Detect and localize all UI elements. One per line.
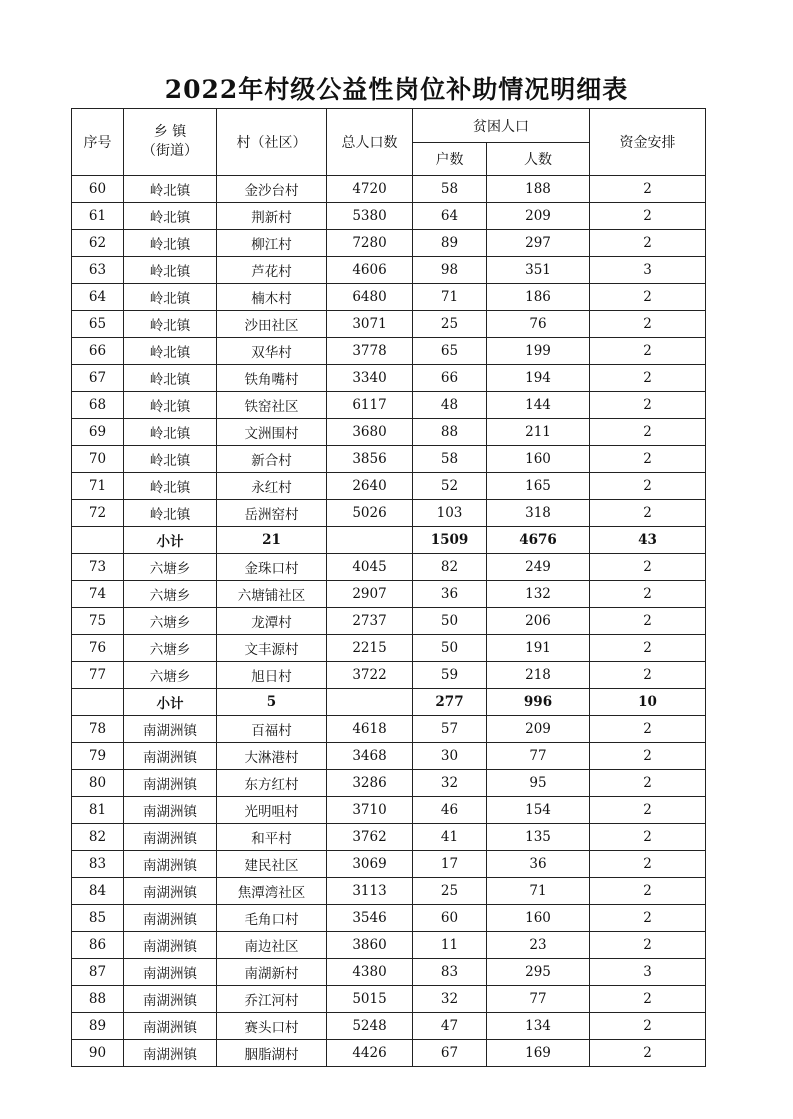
people-cell: 95 bbox=[487, 770, 590, 797]
table-row bbox=[72, 716, 706, 743]
table-row bbox=[72, 1013, 706, 1040]
households-cell: 41 bbox=[413, 824, 487, 851]
people-cell: 295 bbox=[487, 959, 590, 986]
people-cell: 144 bbox=[487, 392, 590, 419]
households-cell: 17 bbox=[413, 851, 487, 878]
table-row bbox=[72, 743, 706, 770]
population-cell: 3113 bbox=[327, 878, 413, 905]
seq-cell: 63 bbox=[72, 257, 124, 284]
subtotal-funds-cell: 10 bbox=[590, 689, 706, 716]
seq-cell: 66 bbox=[72, 338, 124, 365]
households-cell: 82 bbox=[413, 554, 487, 581]
seq-cell: 79 bbox=[72, 743, 124, 770]
village-cell: 百福村 bbox=[217, 716, 327, 743]
village-cell: 芦花村 bbox=[217, 257, 327, 284]
village-cell: 文洲围村 bbox=[217, 419, 327, 446]
village-cell: 柳江村 bbox=[217, 230, 327, 257]
population-cell: 4606 bbox=[327, 257, 413, 284]
village-cell: 金沙台村 bbox=[217, 176, 327, 203]
seq-cell: 72 bbox=[72, 500, 124, 527]
subtotal-people-cell: 996 bbox=[487, 689, 590, 716]
table-row bbox=[72, 797, 706, 824]
town-cell: 岭北镇 bbox=[124, 230, 217, 257]
funds-cell: 2 bbox=[590, 419, 706, 446]
header-poor-population: 贫困人口 bbox=[413, 109, 590, 143]
table-row bbox=[72, 176, 706, 203]
town-cell: 南湖洲镇 bbox=[124, 959, 217, 986]
village-cell: 建民社区 bbox=[217, 851, 327, 878]
village-cell: 新合村 bbox=[217, 446, 327, 473]
village-cell: 和平村 bbox=[217, 824, 327, 851]
population-cell: 3680 bbox=[327, 419, 413, 446]
funds-cell: 2 bbox=[590, 1013, 706, 1040]
households-cell: 46 bbox=[413, 797, 487, 824]
seq-cell: 62 bbox=[72, 230, 124, 257]
households-cell: 64 bbox=[413, 203, 487, 230]
population-cell: 3071 bbox=[327, 311, 413, 338]
town-cell: 南湖洲镇 bbox=[124, 1040, 217, 1067]
subtotal-label-cell: 小计 bbox=[124, 689, 217, 716]
table-row bbox=[72, 203, 706, 230]
people-cell: 186 bbox=[487, 284, 590, 311]
population-cell: 3468 bbox=[327, 743, 413, 770]
seq-cell: 80 bbox=[72, 770, 124, 797]
table-row bbox=[72, 662, 706, 689]
funds-cell: 2 bbox=[590, 824, 706, 851]
funds-cell: 2 bbox=[590, 770, 706, 797]
people-cell: 160 bbox=[487, 446, 590, 473]
village-cell: 南边社区 bbox=[217, 932, 327, 959]
town-cell: 岭北镇 bbox=[124, 203, 217, 230]
village-cell: 楠木村 bbox=[217, 284, 327, 311]
funds-cell: 2 bbox=[590, 500, 706, 527]
people-cell: 76 bbox=[487, 311, 590, 338]
population-cell: 3286 bbox=[327, 770, 413, 797]
page-title: 2022年村级公益性岗位补助情况明细表 bbox=[164, 75, 629, 104]
population-cell: 4720 bbox=[327, 176, 413, 203]
table-row bbox=[72, 770, 706, 797]
village-cell: 岳洲窑村 bbox=[217, 500, 327, 527]
village-cell: 荆新村 bbox=[217, 203, 327, 230]
households-cell: 89 bbox=[413, 230, 487, 257]
village-cell: 赛头口村 bbox=[217, 1013, 327, 1040]
population-cell: 3860 bbox=[327, 932, 413, 959]
town-cell: 六塘乡 bbox=[124, 662, 217, 689]
households-cell: 103 bbox=[413, 500, 487, 527]
town-cell: 南湖洲镇 bbox=[124, 932, 217, 959]
population-cell: 5026 bbox=[327, 500, 413, 527]
seq-cell: 75 bbox=[72, 608, 124, 635]
table-header bbox=[72, 109, 706, 176]
funds-cell: 3 bbox=[590, 959, 706, 986]
population-cell: 5248 bbox=[327, 1013, 413, 1040]
table-row bbox=[72, 392, 706, 419]
households-cell: 11 bbox=[413, 932, 487, 959]
population-cell: 7280 bbox=[327, 230, 413, 257]
households-cell: 58 bbox=[413, 176, 487, 203]
funds-cell: 3 bbox=[590, 257, 706, 284]
seq-cell: 60 bbox=[72, 176, 124, 203]
seq-cell: 87 bbox=[72, 959, 124, 986]
seq-cell: 68 bbox=[72, 392, 124, 419]
funds-cell: 2 bbox=[590, 473, 706, 500]
seq-cell: 73 bbox=[72, 554, 124, 581]
households-cell: 83 bbox=[413, 959, 487, 986]
population-cell: 3762 bbox=[327, 824, 413, 851]
table-row bbox=[72, 932, 706, 959]
town-cell: 岭北镇 bbox=[124, 176, 217, 203]
households-cell: 30 bbox=[413, 743, 487, 770]
seq-cell: 67 bbox=[72, 365, 124, 392]
people-cell: 206 bbox=[487, 608, 590, 635]
people-cell: 297 bbox=[487, 230, 590, 257]
village-cell: 东方红村 bbox=[217, 770, 327, 797]
seq-cell: 70 bbox=[72, 446, 124, 473]
funds-cell: 2 bbox=[590, 986, 706, 1013]
subtotal-people-cell: 4676 bbox=[487, 527, 590, 554]
funds-cell: 2 bbox=[590, 311, 706, 338]
households-cell: 88 bbox=[413, 419, 487, 446]
table-row bbox=[72, 824, 706, 851]
table-row bbox=[72, 554, 706, 581]
table-row bbox=[72, 581, 706, 608]
village-cell: 乔江河村 bbox=[217, 986, 327, 1013]
town-cell: 六塘乡 bbox=[124, 581, 217, 608]
funds-cell: 2 bbox=[590, 1040, 706, 1067]
households-cell: 48 bbox=[413, 392, 487, 419]
population-cell: 6117 bbox=[327, 392, 413, 419]
funds-cell: 2 bbox=[590, 662, 706, 689]
people-cell: 135 bbox=[487, 824, 590, 851]
village-cell: 胭脂湖村 bbox=[217, 1040, 327, 1067]
table-row bbox=[72, 419, 706, 446]
households-cell: 32 bbox=[413, 770, 487, 797]
table-row bbox=[72, 959, 706, 986]
funds-cell: 2 bbox=[590, 878, 706, 905]
seq-cell: 74 bbox=[72, 581, 124, 608]
funds-cell: 2 bbox=[590, 230, 706, 257]
subtotal-households-cell: 277 bbox=[413, 689, 487, 716]
funds-cell: 2 bbox=[590, 365, 706, 392]
table-row bbox=[72, 311, 706, 338]
seq-cell: 77 bbox=[72, 662, 124, 689]
header-people: 人数 bbox=[487, 143, 590, 176]
header-town-line1: 乡 镇 bbox=[153, 124, 187, 140]
households-cell: 67 bbox=[413, 1040, 487, 1067]
town-cell: 岭北镇 bbox=[124, 257, 217, 284]
header-town bbox=[124, 109, 217, 176]
seq-cell: 85 bbox=[72, 905, 124, 932]
households-cell: 32 bbox=[413, 986, 487, 1013]
people-cell: 23 bbox=[487, 932, 590, 959]
header-seq: 序号 bbox=[72, 109, 124, 176]
subtotal-count-cell: 21 bbox=[217, 527, 327, 554]
village-cell: 大淋港村 bbox=[217, 743, 327, 770]
households-cell: 36 bbox=[413, 581, 487, 608]
village-cell: 双华村 bbox=[217, 338, 327, 365]
town-cell: 南湖洲镇 bbox=[124, 770, 217, 797]
subtotal-population-cell bbox=[327, 689, 413, 716]
households-cell: 58 bbox=[413, 446, 487, 473]
people-cell: 318 bbox=[487, 500, 590, 527]
population-cell: 3340 bbox=[327, 365, 413, 392]
table-row bbox=[72, 1040, 706, 1067]
town-cell: 南湖洲镇 bbox=[124, 878, 217, 905]
village-cell: 旭日村 bbox=[217, 662, 327, 689]
funds-cell: 2 bbox=[590, 446, 706, 473]
table-row bbox=[72, 608, 706, 635]
funds-cell: 2 bbox=[590, 851, 706, 878]
population-cell: 5380 bbox=[327, 203, 413, 230]
households-cell: 65 bbox=[413, 338, 487, 365]
village-cell: 六塘铺社区 bbox=[217, 581, 327, 608]
table-row bbox=[72, 473, 706, 500]
town-cell: 岭北镇 bbox=[124, 473, 217, 500]
population-cell: 4426 bbox=[327, 1040, 413, 1067]
village-cell: 金珠口村 bbox=[217, 554, 327, 581]
town-cell: 岭北镇 bbox=[124, 365, 217, 392]
table-row bbox=[72, 635, 706, 662]
funds-cell: 2 bbox=[590, 608, 706, 635]
town-cell: 南湖洲镇 bbox=[124, 797, 217, 824]
town-cell: 岭北镇 bbox=[124, 500, 217, 527]
households-cell: 59 bbox=[413, 662, 487, 689]
table-row bbox=[72, 365, 706, 392]
households-cell: 47 bbox=[413, 1013, 487, 1040]
town-cell: 南湖洲镇 bbox=[124, 851, 217, 878]
table-body bbox=[72, 176, 706, 1067]
people-cell: 249 bbox=[487, 554, 590, 581]
subtotal-funds-cell: 43 bbox=[590, 527, 706, 554]
header-village: 村（社区） bbox=[217, 109, 327, 176]
subtotal-population-cell bbox=[327, 527, 413, 554]
people-cell: 165 bbox=[487, 473, 590, 500]
subtotal-row bbox=[72, 527, 706, 554]
table-row bbox=[72, 878, 706, 905]
town-cell: 岭北镇 bbox=[124, 446, 217, 473]
town-cell: 南湖洲镇 bbox=[124, 716, 217, 743]
town-cell: 南湖洲镇 bbox=[124, 1013, 217, 1040]
people-cell: 132 bbox=[487, 581, 590, 608]
funds-cell: 2 bbox=[590, 338, 706, 365]
funds-cell: 2 bbox=[590, 176, 706, 203]
seq-cell: 76 bbox=[72, 635, 124, 662]
table-row bbox=[72, 500, 706, 527]
funds-cell: 2 bbox=[590, 392, 706, 419]
seq-cell: 69 bbox=[72, 419, 124, 446]
seq-cell: 82 bbox=[72, 824, 124, 851]
table-row bbox=[72, 284, 706, 311]
funds-cell: 2 bbox=[590, 554, 706, 581]
funds-cell: 2 bbox=[590, 716, 706, 743]
village-cell: 沙田社区 bbox=[217, 311, 327, 338]
population-cell: 3710 bbox=[327, 797, 413, 824]
population-cell: 5015 bbox=[327, 986, 413, 1013]
village-cell: 永红村 bbox=[217, 473, 327, 500]
funds-cell: 2 bbox=[590, 797, 706, 824]
seq-cell: 64 bbox=[72, 284, 124, 311]
funds-cell: 2 bbox=[590, 905, 706, 932]
population-cell: 4618 bbox=[327, 716, 413, 743]
header-town-line2: （街道） bbox=[142, 143, 198, 159]
population-cell: 4380 bbox=[327, 959, 413, 986]
people-cell: 209 bbox=[487, 203, 590, 230]
population-cell: 2215 bbox=[327, 635, 413, 662]
population-cell: 2640 bbox=[327, 473, 413, 500]
households-cell: 50 bbox=[413, 608, 487, 635]
seq-cell: 71 bbox=[72, 473, 124, 500]
seq-cell: 61 bbox=[72, 203, 124, 230]
town-cell: 南湖洲镇 bbox=[124, 986, 217, 1013]
households-cell: 57 bbox=[413, 716, 487, 743]
people-cell: 169 bbox=[487, 1040, 590, 1067]
funds-cell: 2 bbox=[590, 581, 706, 608]
seq-cell: 84 bbox=[72, 878, 124, 905]
village-cell: 龙潭村 bbox=[217, 608, 327, 635]
town-cell: 六塘乡 bbox=[124, 635, 217, 662]
town-cell: 岭北镇 bbox=[124, 419, 217, 446]
seq-cell: 90 bbox=[72, 1040, 124, 1067]
village-cell: 南湖新村 bbox=[217, 959, 327, 986]
people-cell: 71 bbox=[487, 878, 590, 905]
table-row bbox=[72, 446, 706, 473]
header-population: 总人口数 bbox=[327, 109, 413, 176]
subtotal-seq-cell bbox=[72, 689, 124, 716]
table-row bbox=[72, 257, 706, 284]
households-cell: 50 bbox=[413, 635, 487, 662]
population-cell: 3778 bbox=[327, 338, 413, 365]
households-cell: 25 bbox=[413, 311, 487, 338]
population-cell: 6480 bbox=[327, 284, 413, 311]
people-cell: 209 bbox=[487, 716, 590, 743]
seq-cell: 81 bbox=[72, 797, 124, 824]
people-cell: 154 bbox=[487, 797, 590, 824]
people-cell: 77 bbox=[487, 986, 590, 1013]
town-cell: 岭北镇 bbox=[124, 284, 217, 311]
people-cell: 134 bbox=[487, 1013, 590, 1040]
header-funds: 资金安排 bbox=[590, 109, 706, 176]
funds-cell: 2 bbox=[590, 284, 706, 311]
people-cell: 194 bbox=[487, 365, 590, 392]
population-cell: 3069 bbox=[327, 851, 413, 878]
subtotal-seq-cell bbox=[72, 527, 124, 554]
table-row bbox=[72, 905, 706, 932]
subtotal-row bbox=[72, 689, 706, 716]
funds-cell: 2 bbox=[590, 635, 706, 662]
seq-cell: 88 bbox=[72, 986, 124, 1013]
seq-cell: 65 bbox=[72, 311, 124, 338]
town-cell: 岭北镇 bbox=[124, 392, 217, 419]
town-cell: 岭北镇 bbox=[124, 338, 217, 365]
people-cell: 188 bbox=[487, 176, 590, 203]
town-cell: 岭北镇 bbox=[124, 311, 217, 338]
people-cell: 160 bbox=[487, 905, 590, 932]
population-cell: 3546 bbox=[327, 905, 413, 932]
households-cell: 25 bbox=[413, 878, 487, 905]
subtotal-count-cell: 5 bbox=[217, 689, 327, 716]
village-cell: 光明咀村 bbox=[217, 797, 327, 824]
households-cell: 52 bbox=[413, 473, 487, 500]
people-cell: 211 bbox=[487, 419, 590, 446]
people-cell: 191 bbox=[487, 635, 590, 662]
subtotal-label-cell: 小计 bbox=[124, 527, 217, 554]
table-row bbox=[72, 230, 706, 257]
table-row bbox=[72, 851, 706, 878]
people-cell: 36 bbox=[487, 851, 590, 878]
village-cell: 铁角嘴村 bbox=[217, 365, 327, 392]
people-cell: 199 bbox=[487, 338, 590, 365]
village-cell: 铁窑社区 bbox=[217, 392, 327, 419]
population-cell: 4045 bbox=[327, 554, 413, 581]
people-cell: 351 bbox=[487, 257, 590, 284]
population-cell: 3722 bbox=[327, 662, 413, 689]
town-cell: 六塘乡 bbox=[124, 554, 217, 581]
town-cell: 六塘乡 bbox=[124, 608, 217, 635]
funds-cell: 2 bbox=[590, 743, 706, 770]
town-cell: 南湖洲镇 bbox=[124, 743, 217, 770]
people-cell: 218 bbox=[487, 662, 590, 689]
town-cell: 南湖洲镇 bbox=[124, 824, 217, 851]
population-cell: 2907 bbox=[327, 581, 413, 608]
header-households: 户数 bbox=[413, 143, 487, 176]
households-cell: 98 bbox=[413, 257, 487, 284]
funds-cell: 2 bbox=[590, 203, 706, 230]
table-row bbox=[72, 338, 706, 365]
households-cell: 60 bbox=[413, 905, 487, 932]
population-cell: 3856 bbox=[327, 446, 413, 473]
village-cell: 文丰源村 bbox=[217, 635, 327, 662]
subsidy-table bbox=[71, 108, 706, 1067]
town-cell: 南湖洲镇 bbox=[124, 905, 217, 932]
population-cell: 2737 bbox=[327, 608, 413, 635]
seq-cell: 89 bbox=[72, 1013, 124, 1040]
households-cell: 66 bbox=[413, 365, 487, 392]
funds-cell: 2 bbox=[590, 932, 706, 959]
seq-cell: 83 bbox=[72, 851, 124, 878]
people-cell: 77 bbox=[487, 743, 590, 770]
table-row bbox=[72, 986, 706, 1013]
village-cell: 毛角口村 bbox=[217, 905, 327, 932]
seq-cell: 78 bbox=[72, 716, 124, 743]
subtotal-households-cell: 1509 bbox=[413, 527, 487, 554]
village-cell: 焦潭湾社区 bbox=[217, 878, 327, 905]
seq-cell: 86 bbox=[72, 932, 124, 959]
households-cell: 71 bbox=[413, 284, 487, 311]
